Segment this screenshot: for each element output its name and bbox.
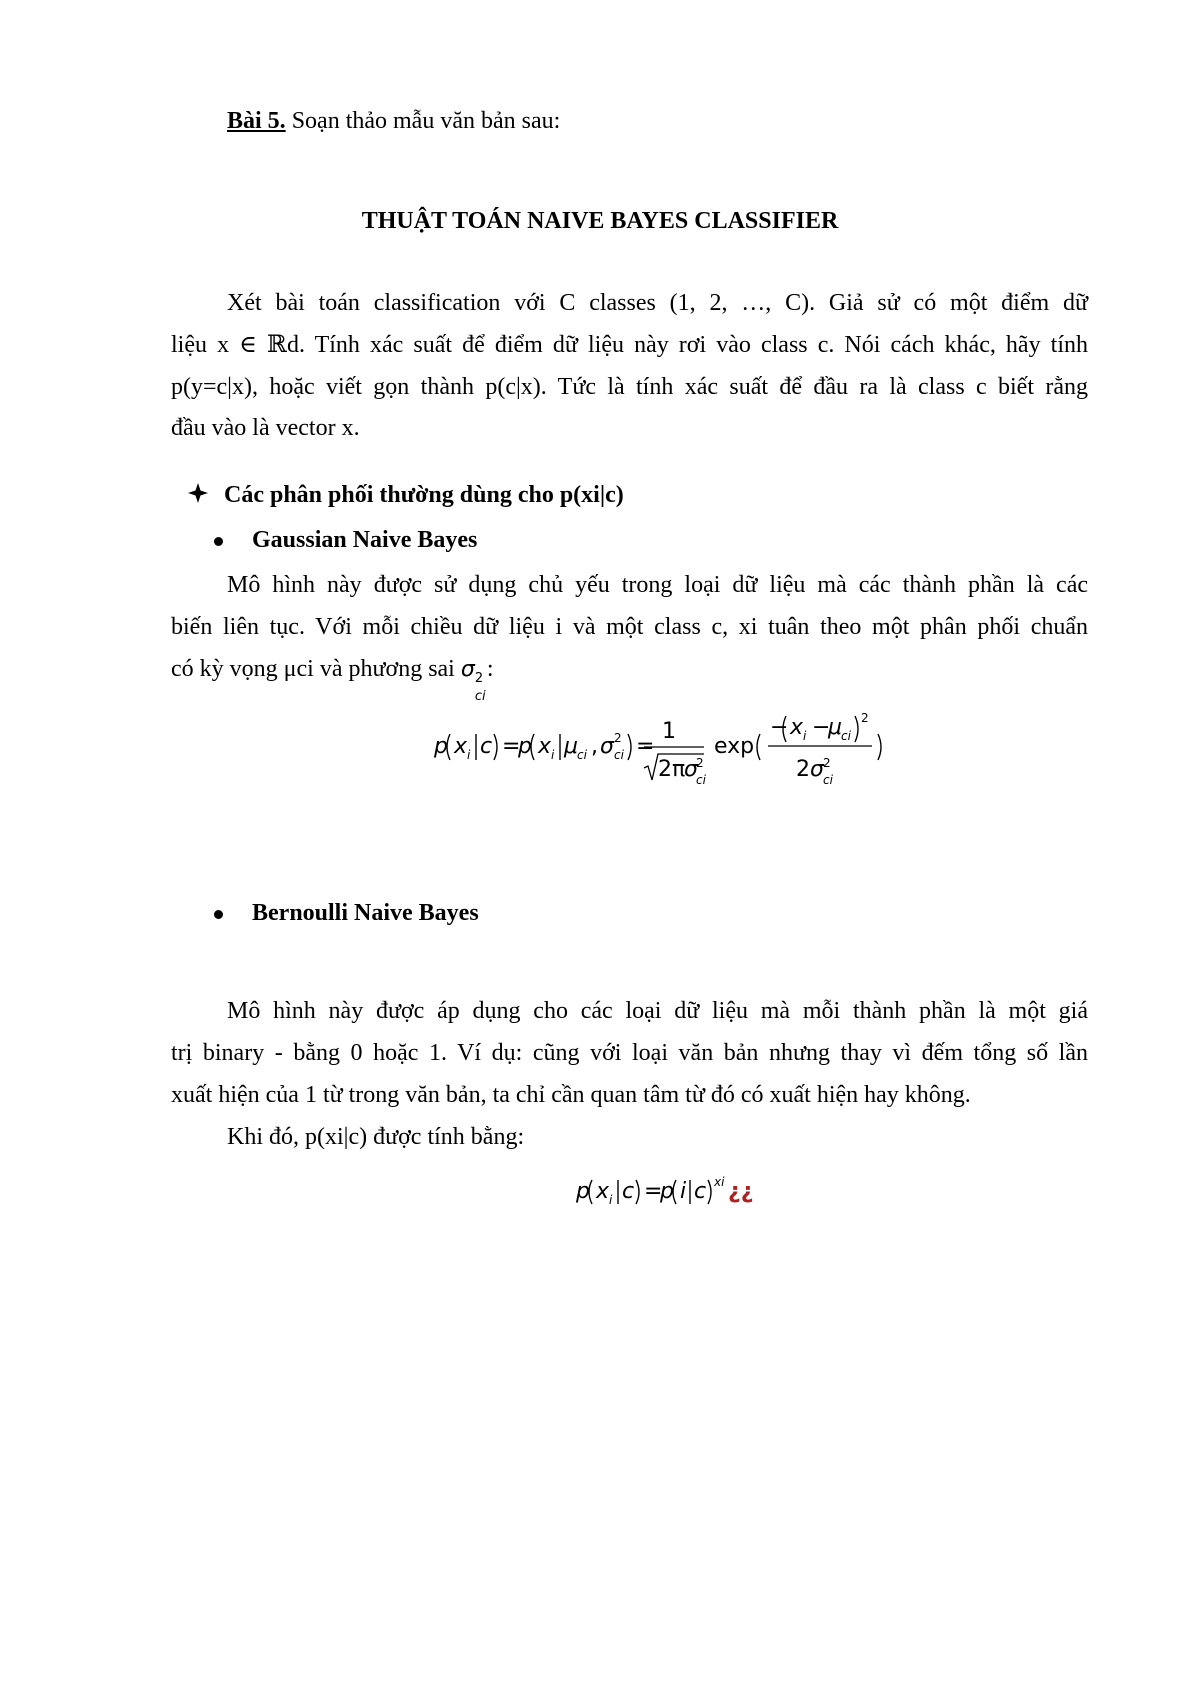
gaussian-line-1: Mô hình này được sử dụng chủ yếu trong loại dữ liệu mà các thành phần là các [227, 572, 1088, 598]
svg-text:c: c [480, 734, 493, 759]
bullet-icon [214, 537, 223, 546]
svg-text:c: c [694, 1179, 707, 1204]
svg-text:σ: σ [600, 734, 614, 759]
svg-text:−: − [812, 715, 831, 740]
svg-text:2: 2 [861, 711, 869, 725]
svg-text:i: i [803, 729, 807, 743]
svg-text:ci: ci [823, 773, 833, 787]
exercise-label: Bài 5. [227, 108, 286, 134]
intro-line-1: Xét bài toán classification với C classes (1, 2, …, C). Giả sử có một điểm dữ [227, 290, 1088, 316]
bernoulli-heading: Bernoulli Naive Bayes [252, 900, 479, 926]
svg-text:i: i [680, 1179, 687, 1204]
gaussian-line-3: có kỳ vọng μci và phương sai σ 2 ci : [171, 656, 494, 704]
svg-text:xi: xi [714, 1175, 725, 1189]
svg-text:p: p [660, 1179, 674, 1204]
svg-text:,: , [591, 734, 598, 759]
intro-line-2: liệu x ∈ ℝd. Tính xác suất để điểm dữ liệu này rơi vào class c. Nói cách khác, hãy tính [171, 332, 1088, 358]
intro-line-4: đầu vào là vector x. [171, 415, 360, 441]
svg-text:μ: μ [564, 734, 578, 759]
svg-text:2π: 2π [658, 757, 686, 782]
svg-text:x: x [596, 1179, 610, 1204]
formula-exp: exp [714, 734, 755, 759]
svg-text:x: x [538, 734, 552, 759]
khi-do-line: Khi đó, p(xi|c) được tính bằng: [227, 1124, 525, 1150]
svg-text:ci: ci [577, 748, 587, 762]
svg-text:ci: ci [696, 773, 706, 787]
diamond-bullet-icon [187, 482, 209, 504]
formula-numerator-one: 1 [662, 719, 676, 744]
gaussian-heading: Gaussian Naive Bayes [252, 527, 478, 553]
bernoulli-line-2: trị binary - bằng 0 hoặc 1. Ví dụ: cũng với loại văn bản nhưng thay vì đếm tổng số lần [171, 1040, 1088, 1066]
svg-text:c: c [622, 1179, 635, 1204]
svg-text:p: p [576, 1179, 590, 1204]
svg-text:=: = [644, 1179, 663, 1204]
svg-text:x: x [790, 715, 804, 740]
svg-text:2: 2 [696, 756, 704, 770]
section-heading: Các phân phối thường dùng cho p(xi|c) [224, 482, 624, 508]
svg-text:i: i [467, 748, 471, 762]
bernoulli-line-3: xuất hiện của 1 từ trong văn bản, ta chỉ cần quan tâm từ đó có xuất hiện hay không. [171, 1082, 971, 1108]
svg-text:i: i [609, 1193, 613, 1207]
exercise-instruction: Soạn thảo mẫu văn bản sau: [285, 108, 561, 134]
svg-text:2: 2 [796, 757, 810, 782]
gaussian-formula [430, 700, 930, 790]
svg-text:=: = [502, 734, 521, 759]
document-title: THUẬT TOÁN NAIVE BAYES CLASSIFIER [361, 208, 839, 234]
svg-text:2: 2 [614, 731, 622, 745]
svg-text:p: p [518, 734, 532, 759]
svg-text:μ: μ [828, 715, 842, 740]
formula-broken-chars: ¿¿ [728, 1179, 754, 1204]
intro-line-3: p(y=c|x), hoặc viết gọn thành p(c|x). Tức là tính xác suất để đầu ra là class c biết rằng [171, 374, 1088, 400]
exercise-line [227, 106, 560, 136]
svg-text:−: − [770, 715, 789, 740]
svg-text:σ: σ [684, 757, 698, 782]
bernoulli-line-1: Mô hình này được áp dụng cho các loại dữ liệu mà mỗi thành phần là một giá [227, 998, 1088, 1024]
svg-text:=: = [636, 734, 655, 759]
svg-text:ci: ci [841, 729, 851, 743]
svg-text:i: i [551, 748, 555, 762]
bernoulli-formula [574, 1168, 774, 1212]
svg-text:x: x [454, 734, 468, 759]
svg-text:σ: σ [810, 757, 824, 782]
svg-text:2: 2 [823, 756, 831, 770]
gaussian-line-2: biến liên tục. Với mỗi chiều dữ liệu i và một class c, xi tuân theo một phân phối chuẩn [171, 614, 1088, 640]
svg-text:ci: ci [614, 748, 624, 762]
svg-text:p: p [434, 734, 448, 759]
bullet-icon [214, 910, 223, 919]
sigma-squared-symbol: σ 2 ci [460, 657, 486, 704]
